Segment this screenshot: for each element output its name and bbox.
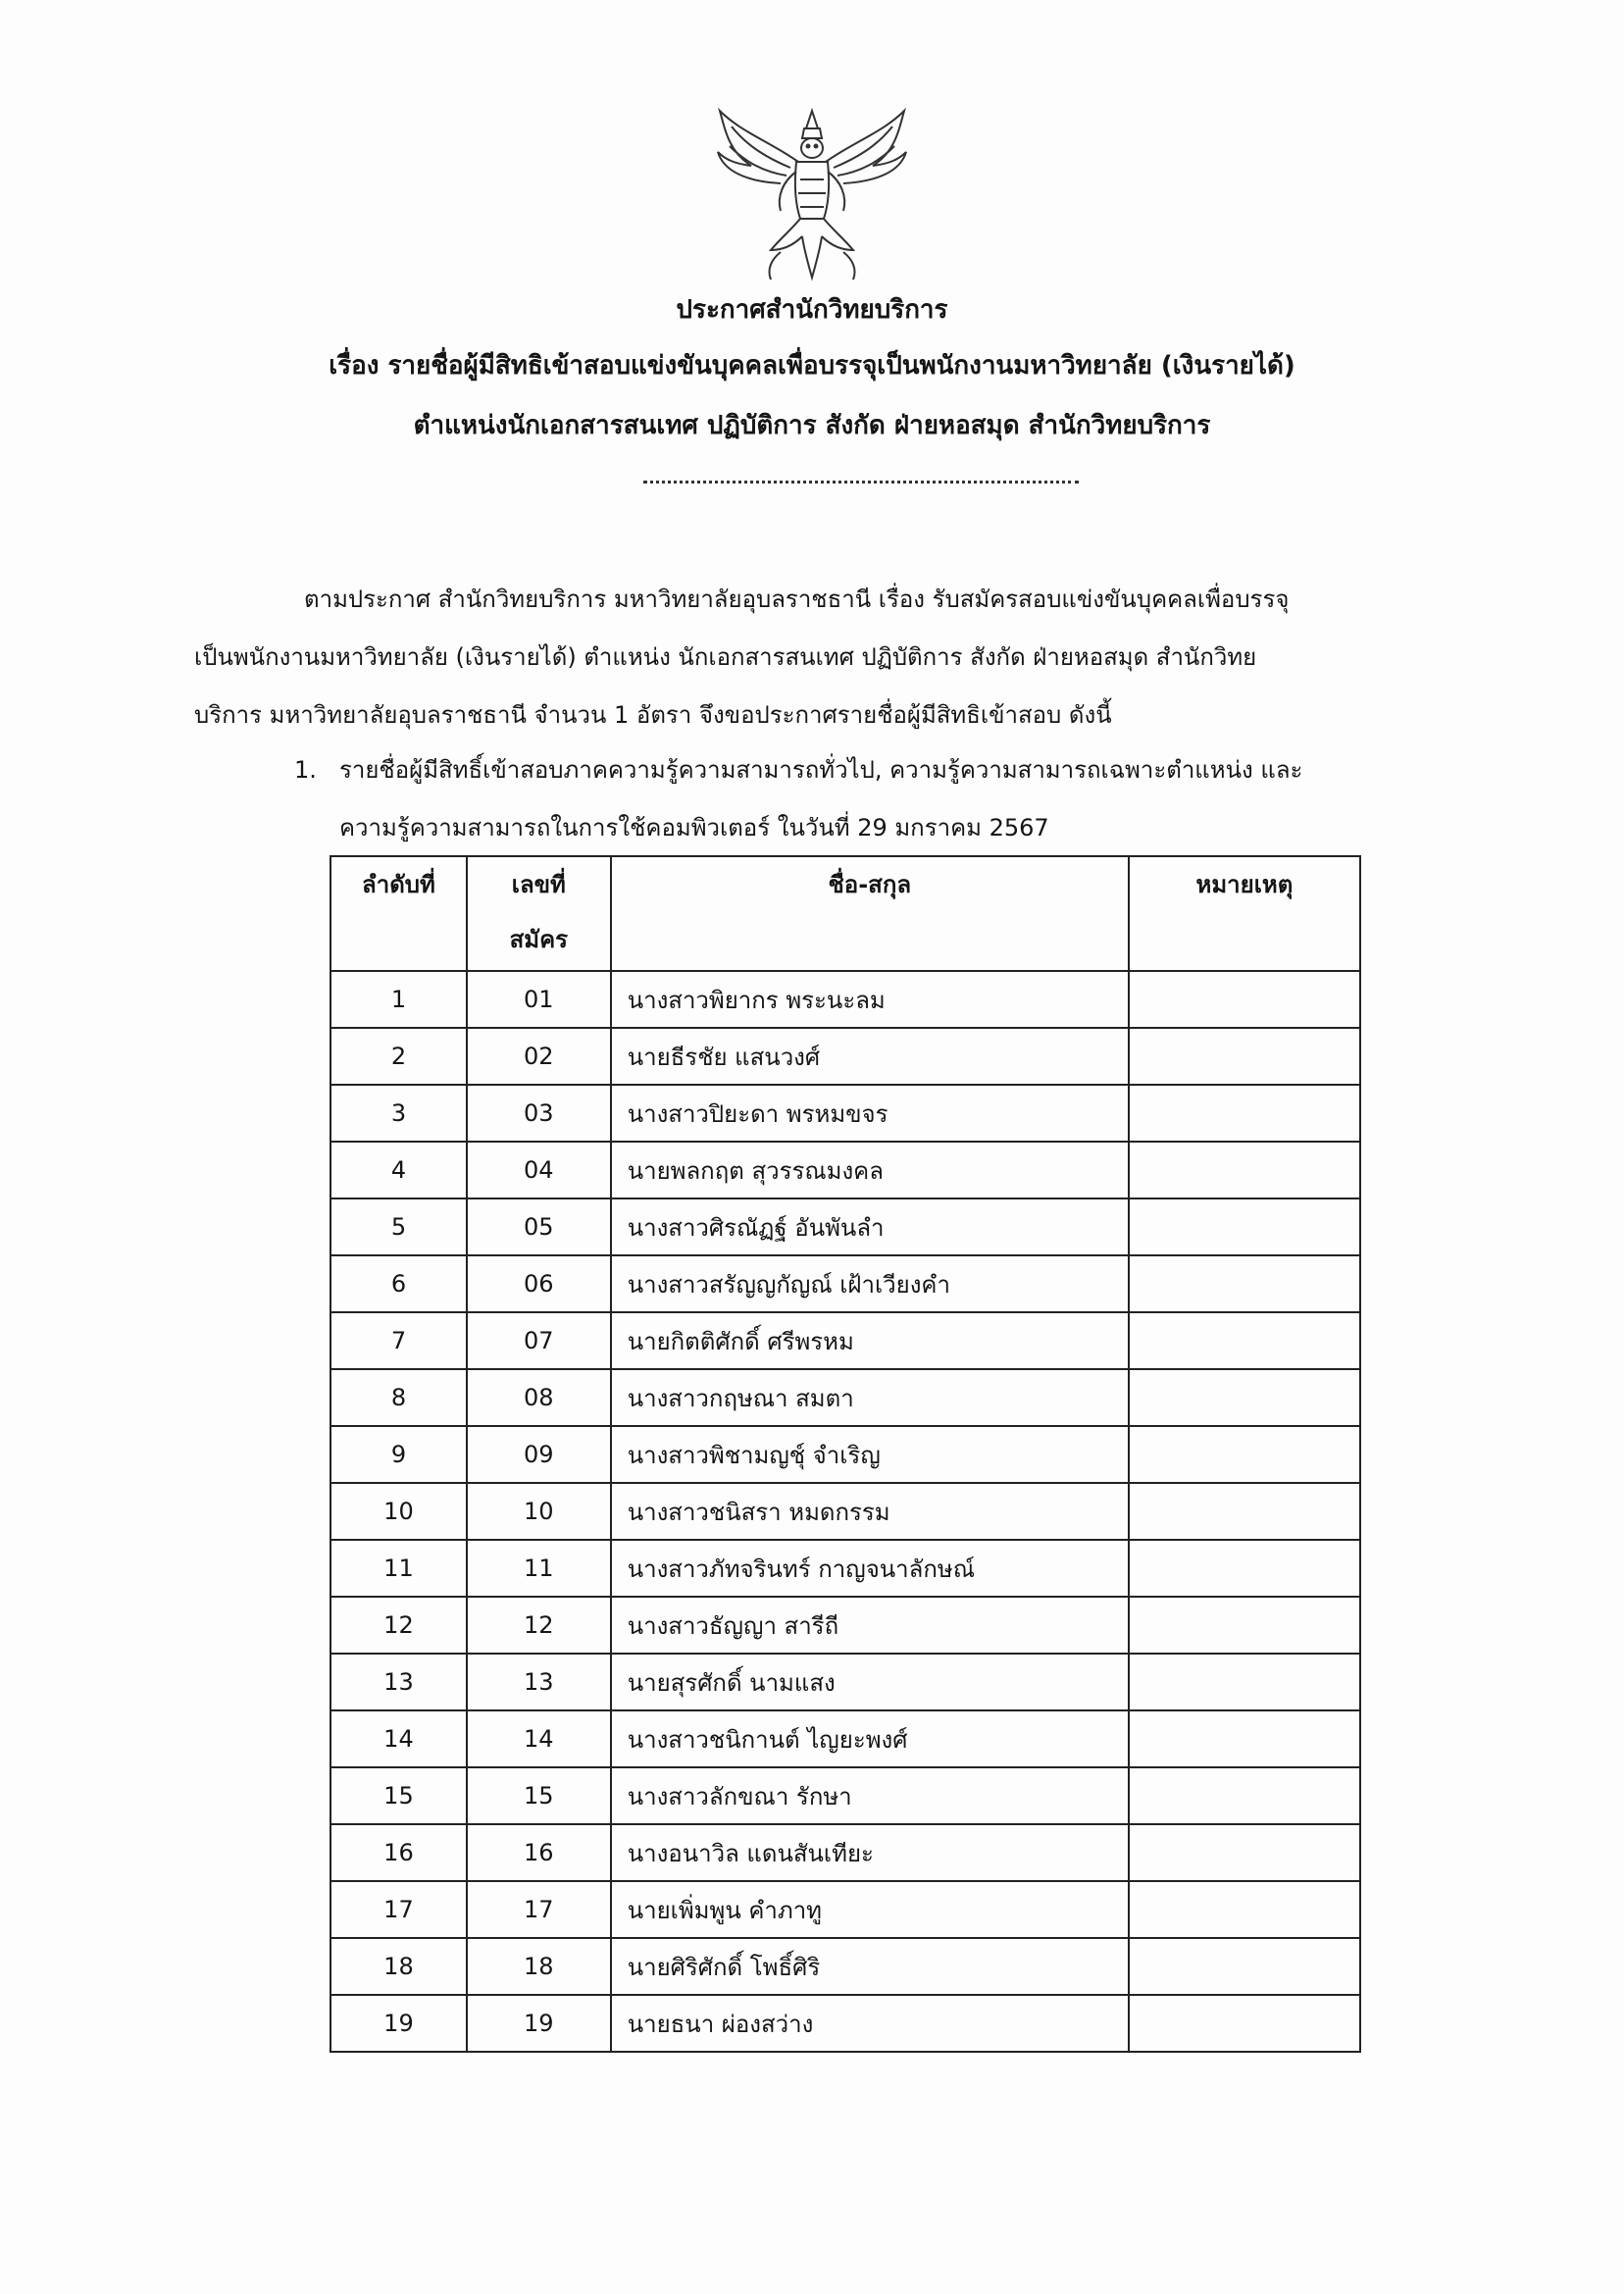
cell-name: นางสาวชนิกานต์ ไญยะพงศ์ bbox=[611, 1710, 1129, 1767]
cell-name: นางสาวธัญญา สารีถี bbox=[611, 1597, 1129, 1654]
cell-name: นางสาวลักขณา รักษา bbox=[611, 1767, 1129, 1824]
cell-application-no: 10 bbox=[467, 1483, 611, 1540]
table-row bbox=[330, 1540, 1360, 1597]
cell-application-no: 19 bbox=[467, 1995, 611, 2052]
table-row bbox=[330, 1938, 1360, 1995]
cell-order: 1 bbox=[330, 971, 467, 1028]
cell-application-no: 03 bbox=[467, 1085, 611, 1142]
cell-remark bbox=[1129, 1710, 1360, 1767]
cell-name: นางสาวภัทจรินทร์ กาญจนาลักษณ์ bbox=[611, 1540, 1129, 1597]
cell-remark bbox=[1129, 1881, 1360, 1938]
table-row bbox=[330, 1198, 1360, 1255]
table-row bbox=[330, 1710, 1360, 1767]
header-order: ลำดับที่ bbox=[330, 856, 467, 971]
cell-remark bbox=[1129, 1369, 1360, 1426]
cell-remark bbox=[1129, 1142, 1360, 1198]
table-row bbox=[330, 1255, 1360, 1312]
table-row bbox=[330, 1085, 1360, 1142]
cell-order: 16 bbox=[330, 1824, 467, 1881]
header-application-no-line1: เลขที่ bbox=[511, 871, 566, 898]
intro-line-1: ตามประกาศ สำนักวิทยบริการ มหาวิทยาลัยอุบลราชธานี เรื่อง รับสมัครสอบแข่งขันบุคคลเพื่อบรรจุ bbox=[304, 586, 1290, 613]
announcement-title: ประกาศสำนักวิทยบริการ bbox=[676, 295, 948, 325]
cell-application-no: 08 bbox=[467, 1369, 611, 1426]
table-row bbox=[330, 1028, 1360, 1085]
cell-application-no: 14 bbox=[467, 1710, 611, 1767]
cell-remark bbox=[1129, 1767, 1360, 1824]
table-row bbox=[330, 1426, 1360, 1483]
cell-remark bbox=[1129, 1654, 1360, 1710]
cell-application-no: 12 bbox=[467, 1597, 611, 1654]
list-item-1 bbox=[294, 741, 1471, 857]
cell-application-no: 18 bbox=[467, 1938, 611, 1995]
cell-order: 4 bbox=[330, 1142, 467, 1198]
cell-remark bbox=[1129, 971, 1360, 1028]
cell-order: 9 bbox=[330, 1426, 467, 1483]
cell-name: นายศิริศักดิ์ โพธิ์ศิริ bbox=[611, 1938, 1129, 1995]
cell-remark bbox=[1129, 1426, 1360, 1483]
cell-remark bbox=[1129, 1597, 1360, 1654]
table-row bbox=[330, 1995, 1360, 2052]
table-header-row bbox=[330, 856, 1360, 971]
table-row bbox=[330, 1767, 1360, 1824]
cell-remark bbox=[1129, 1255, 1360, 1312]
table-row bbox=[330, 1483, 1360, 1540]
cell-name: นางสาวปิยะดา พรหมขจร bbox=[611, 1085, 1129, 1142]
cell-order: 12 bbox=[330, 1597, 467, 1654]
cell-name: นายพลกฤต สุวรรณมงคล bbox=[611, 1142, 1129, 1198]
cell-name: นางสาวพิยากร พระนะลม bbox=[611, 971, 1129, 1028]
cell-remark bbox=[1129, 1540, 1360, 1597]
cell-remark bbox=[1129, 1312, 1360, 1369]
cell-application-no: 05 bbox=[467, 1198, 611, 1255]
cell-name: นายธนา ผ่องสว่าง bbox=[611, 1995, 1129, 2052]
cell-application-no: 15 bbox=[467, 1767, 611, 1824]
table-row bbox=[330, 1824, 1360, 1881]
cell-name: นางสาวศิรณัฏฐ์ อันพันลำ bbox=[611, 1198, 1129, 1255]
cell-remark bbox=[1129, 1198, 1360, 1255]
cell-application-no: 02 bbox=[467, 1028, 611, 1085]
intro-paragraph bbox=[194, 571, 1430, 744]
cell-remark bbox=[1129, 1824, 1360, 1881]
header-remark: หมายเหตุ bbox=[1129, 856, 1360, 971]
cell-name: นางสาวกฤษณา สมตา bbox=[611, 1369, 1129, 1426]
table-body bbox=[330, 971, 1360, 2052]
cell-application-no: 01 bbox=[467, 971, 611, 1028]
cell-remark bbox=[1129, 1085, 1360, 1142]
cell-order: 13 bbox=[330, 1654, 467, 1710]
table-row bbox=[330, 1142, 1360, 1198]
intro-line-3: บริการ มหาวิทยาลัยอุบลราชธานี จำนวน 1 อัตรา จึงขอประกาศรายชื่อผู้มีสิทธิเข้าสอบ ดังนี้ bbox=[194, 701, 1112, 729]
announcement-subject: เรื่อง รายชื่อผู้มีสิทธิเข้าสอบแข่งขันบุคคลเพื่อบรรจุเป็นพนักงานมหาวิทยาลัย (เงินรายได้) bbox=[329, 351, 1295, 381]
table-row bbox=[330, 971, 1360, 1028]
cell-order: 8 bbox=[330, 1369, 467, 1426]
cell-order: 14 bbox=[330, 1710, 467, 1767]
item-number: 1. bbox=[294, 756, 317, 784]
cell-application-no: 17 bbox=[467, 1881, 611, 1938]
cell-application-no: 11 bbox=[467, 1540, 611, 1597]
cell-order: 5 bbox=[330, 1198, 467, 1255]
cell-application-no: 13 bbox=[467, 1654, 611, 1710]
cell-remark bbox=[1129, 1028, 1360, 1085]
cell-name: นางสาวชนิสรา หมดกรรม bbox=[611, 1483, 1129, 1540]
cell-remark bbox=[1129, 1483, 1360, 1540]
cell-name: นายเพิ่มพูน คำภาทู bbox=[611, 1881, 1129, 1938]
cell-order: 6 bbox=[330, 1255, 467, 1312]
cell-name: นางอนาวิล แดนสันเทียะ bbox=[611, 1824, 1129, 1881]
cell-order: 7 bbox=[330, 1312, 467, 1369]
table-row bbox=[330, 1881, 1360, 1938]
cell-name: นางสาวสรัญญกัญณ์ เฝ้าเวียงคำ bbox=[611, 1255, 1129, 1312]
cell-remark bbox=[1129, 1938, 1360, 1995]
table-row bbox=[330, 1597, 1360, 1654]
cell-name: นายธีรชัย แสนวงศ์ bbox=[611, 1028, 1129, 1085]
candidate-table bbox=[330, 855, 1361, 2053]
intro-line-2: เป็นพนักงานมหาวิทยาลัย (เงินรายได้) ตำแหน่ง นักเอกสารสนเทศ ปฏิบัติการ สังกัด ฝ่ายหอสมุด สำนักวิทย bbox=[194, 643, 1257, 671]
table-row bbox=[330, 1369, 1360, 1426]
dotted-divider bbox=[643, 481, 1079, 484]
cell-order: 19 bbox=[330, 1995, 467, 2052]
announcement-position: ตำแหน่งนักเอกสารสนเทศ ปฏิบัติการ สังกัด ฝ่ายหอสมุด สำนักวิทยบริการ bbox=[413, 411, 1211, 440]
cell-application-no: 07 bbox=[467, 1312, 611, 1369]
cell-name: นายกิตติศักดิ์ ศรีพรหม bbox=[611, 1312, 1129, 1369]
cell-order: 15 bbox=[330, 1767, 467, 1824]
cell-application-no: 04 bbox=[467, 1142, 611, 1198]
cell-order: 3 bbox=[330, 1085, 467, 1142]
cell-application-no: 09 bbox=[467, 1426, 611, 1483]
cell-remark bbox=[1129, 1995, 1360, 2052]
item-line-1: รายชื่อผู้มีสิทธิ์เข้าสอบภาคความรู้ความสามารถทั่วไป, ความรู้ความสามารถเฉพาะตำแหน่ง และ bbox=[339, 756, 1303, 784]
cell-order: 17 bbox=[330, 1881, 467, 1938]
table-row bbox=[330, 1654, 1360, 1710]
cell-name: นายสุรศักดิ์ นามแสง bbox=[611, 1654, 1129, 1710]
header-application-no-line2: สมัคร bbox=[509, 926, 569, 953]
cell-name: นางสาวพิชามญชุ์ จำเริญ bbox=[611, 1426, 1129, 1483]
header-name: ชื่อ-สกุล bbox=[611, 856, 1129, 971]
table-row bbox=[330, 1312, 1360, 1369]
cell-order: 2 bbox=[330, 1028, 467, 1085]
item-line-2: ความรู้ความสามารถในการใช้คอมพิวเตอร์ ในวันที่ 29 มกราคม 2567 bbox=[339, 814, 1049, 841]
garuda-emblem-icon bbox=[712, 103, 912, 289]
cell-application-no: 06 bbox=[467, 1255, 611, 1312]
cell-order: 18 bbox=[330, 1938, 467, 1995]
header-application-no bbox=[467, 856, 611, 971]
cell-order: 11 bbox=[330, 1540, 467, 1597]
cell-order: 10 bbox=[330, 1483, 467, 1540]
cell-application-no: 16 bbox=[467, 1824, 611, 1881]
